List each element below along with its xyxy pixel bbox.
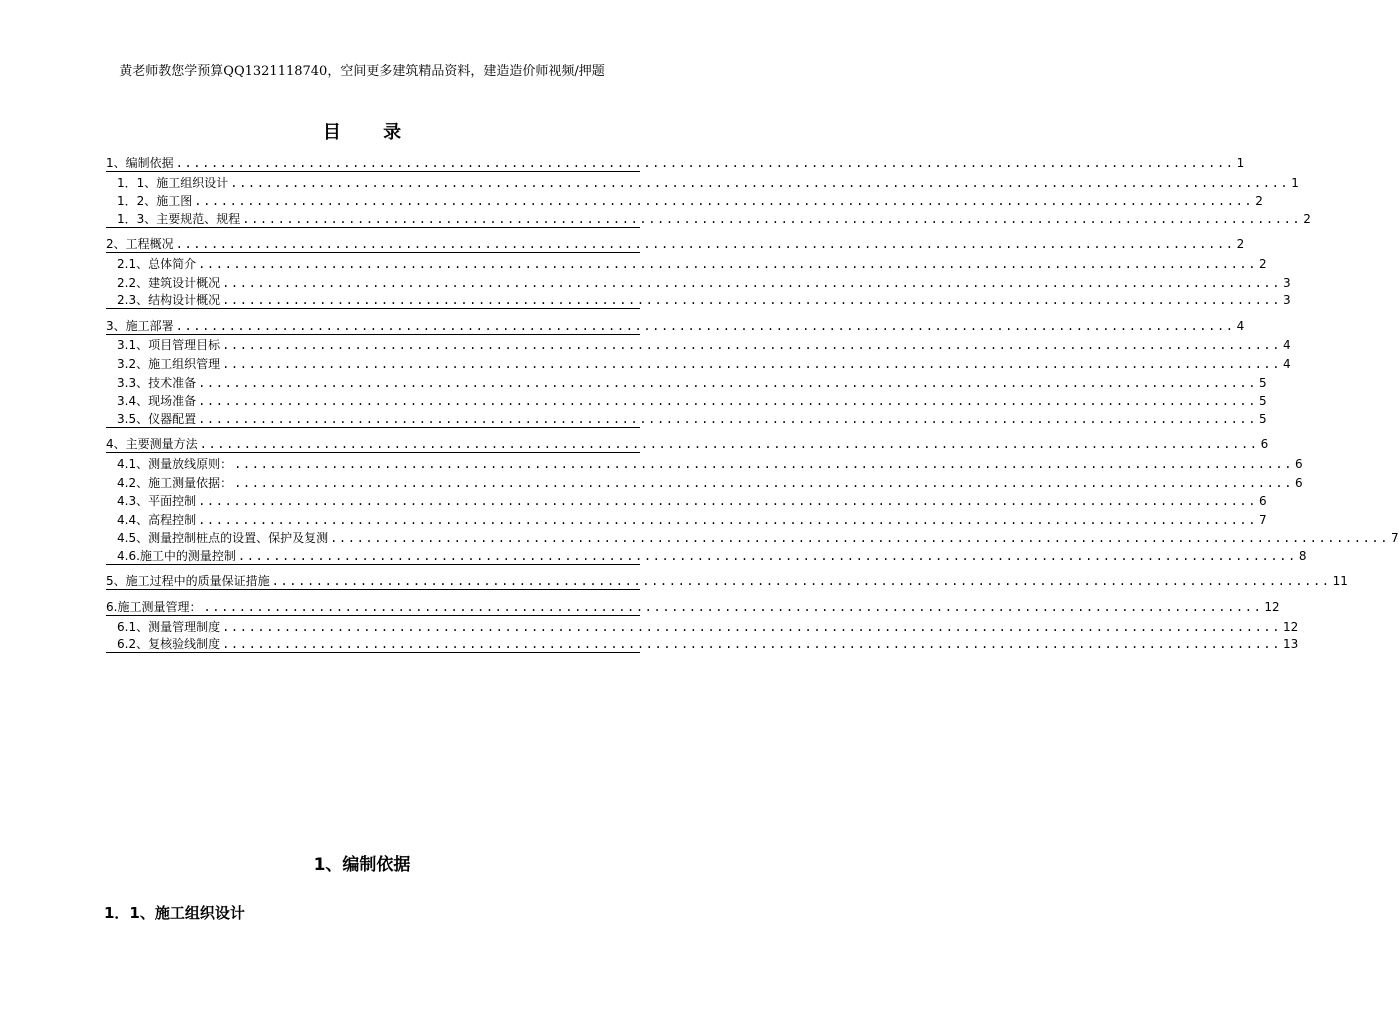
toc-leader-dots: ........................................................................................................................ <box>175 318 1235 333</box>
toc-leader-dots: ........................................................................................................................ <box>230 175 1290 190</box>
toc-entry-label: 3.5、仪器配置 <box>117 411 197 426</box>
toc-entry[interactable] <box>106 619 1299 635</box>
toc-leader-dots: ........................................................................................................................ <box>175 237 1235 252</box>
toc-leader-dots: ........................................................................................................................ <box>198 494 1258 509</box>
toc-entry-page: 6 <box>1295 475 1303 490</box>
toc-entry-label: 2、工程概况 <box>106 237 174 252</box>
toc-entry[interactable] <box>106 637 1299 653</box>
toc-entry[interactable] <box>106 356 1291 372</box>
toc-entry-page: 6 <box>1295 456 1303 471</box>
section-title: 1、编制依据 <box>313 855 411 875</box>
toc-leader-dots: ........................................................................................................................ <box>330 531 1390 546</box>
toc-entry-label: 2.3、结构设计概况 <box>117 293 221 308</box>
toc-entry-page: 4 <box>1283 356 1291 371</box>
toc-leader-dots: ........................................................................................................................ <box>203 600 1263 615</box>
toc-leader-dots: ........................................................................................................................ <box>222 338 1282 353</box>
toc-leader-dots: ........................................................................................................................ <box>175 156 1235 170</box>
toc-entry-page: 11 <box>1332 574 1348 589</box>
toc-entry-page: 4 <box>1236 318 1245 333</box>
toc-entry[interactable] <box>106 256 1267 272</box>
toc-entry-label: 4.1、测量放线原则： <box>117 456 233 471</box>
toc-entry-label: 2.2、建筑设计概况 <box>117 275 221 290</box>
toc-entry-page: 3 <box>1283 275 1291 290</box>
toc-entry-label: 1．2、施工图 <box>117 194 193 209</box>
toc-title: 目 录 <box>322 122 420 143</box>
toc-entry-page: 4 <box>1283 338 1291 353</box>
toc-leader-dots: ........................................................................................................................ <box>198 375 1258 390</box>
toc-entry[interactable] <box>106 393 1267 409</box>
toc-entry-page: 12 <box>1264 600 1280 615</box>
toc-entry[interactable] <box>106 275 1291 291</box>
toc-entry[interactable] <box>106 211 1311 228</box>
toc-entry-page: 2 <box>1255 194 1263 209</box>
toc-entry[interactable] <box>106 237 1245 253</box>
toc-entry-label: 3.1、项目管理目标 <box>117 338 221 353</box>
toc-entry-label: 1．1、施工组织设计 <box>117 175 229 190</box>
toc-leader-dots: ........................................................................................................................ <box>198 411 1258 426</box>
toc-entry[interactable] <box>106 293 1291 309</box>
toc-leader-dots: ........................................................................................................................ <box>194 194 1254 209</box>
toc-entry-label: 4.4、高程控制 <box>117 512 197 527</box>
toc-entry-page: 13 <box>1283 637 1299 652</box>
toc-leader-dots: ........................................................................................................................ <box>237 548 1297 563</box>
toc-entry[interactable] <box>106 512 1267 528</box>
toc-leader-dots: ........................................................................................................................ <box>198 256 1258 271</box>
toc-entry[interactable] <box>106 175 1299 191</box>
toc-leader-dots: ........................................................................................................................ <box>198 512 1258 527</box>
toc-entry-label: 3.3、技术准备 <box>117 375 197 390</box>
toc-entry[interactable] <box>106 437 1269 453</box>
table-of-contents <box>106 156 1399 656</box>
toc-entry[interactable] <box>106 530 1399 546</box>
toc-leader-dots: ........................................................................................................................ <box>222 293 1282 308</box>
toc-leader-dots: ........................................................................................................................ <box>222 619 1282 634</box>
toc-entry-page: 6 <box>1260 437 1269 452</box>
toc-leader-dots: ........................................................................................................................ <box>234 456 1294 471</box>
toc-leader-dots: ........................................................................................................................ <box>234 475 1294 490</box>
toc-entry-label: 2.1、总体简介 <box>117 256 197 271</box>
toc-entry-page: 3 <box>1283 293 1291 308</box>
toc-entry-page: 7 <box>1391 531 1399 546</box>
toc-entry-label: 6.1、测量管理制度 <box>117 619 221 634</box>
toc-entry-label: 4.2、施工测量依据： <box>117 475 233 490</box>
toc-leader-dots: ........................................................................................................................ <box>199 437 1259 452</box>
toc-entry[interactable] <box>106 193 1263 209</box>
toc-entry-label: 3、施工部署 <box>106 318 174 333</box>
toc-entry-page: 7 <box>1259 512 1267 527</box>
toc-entry-label: 4.5、测量控制桩点的设置、保护及复测 <box>117 531 329 546</box>
toc-entry[interactable] <box>106 600 1280 616</box>
toc-leader-dots: ........................................................................................................................ <box>271 574 1331 589</box>
toc-entry[interactable] <box>106 574 1348 590</box>
toc-entry-label: 6.2、复核验线制度 <box>117 637 221 652</box>
toc-entry-page: 8 <box>1298 548 1307 563</box>
toc-leader-dots: ........................................................................................................................ <box>242 211 1302 226</box>
toc-entry-page: 2 <box>1303 211 1311 226</box>
toc-entry-label: 1．3、主要规范、规程 <box>117 211 241 226</box>
toc-entry-label: 4.3、平面控制 <box>117 494 197 509</box>
toc-entry[interactable] <box>106 475 1303 491</box>
toc-leader-dots: ........................................................................................................................ <box>222 356 1282 371</box>
toc-entry[interactable] <box>106 548 1307 565</box>
toc-entry[interactable] <box>106 411 1267 428</box>
toc-entry[interactable] <box>106 493 1267 509</box>
toc-entry[interactable] <box>106 337 1291 353</box>
toc-entry-label: 5、施工过程中的质量保证措施 <box>106 574 270 589</box>
toc-leader-dots: ........................................................................................................................ <box>222 637 1282 652</box>
toc-entry-label: 3.4、现场准备 <box>117 394 197 409</box>
toc-entry[interactable] <box>106 375 1267 391</box>
toc-entry-page: 2 <box>1236 237 1245 252</box>
toc-entry-label: 3.2、施工组织管理 <box>117 356 221 371</box>
toc-entry-label: 4、主要测量方法 <box>106 437 198 452</box>
page-header: 黄老师教您学预算QQ1321118740，空间更多建筑精品资料，建造造价师视频/押题 <box>119 64 605 79</box>
toc-entry-label: 4.6.施工中的测量控制 <box>117 548 236 563</box>
toc-entry-page: 1 <box>1236 156 1245 170</box>
toc-entry-page: 12 <box>1283 619 1299 634</box>
toc-entry-page: 6 <box>1259 494 1267 509</box>
toc-entry[interactable] <box>106 456 1303 472</box>
toc-entry-page: 5 <box>1259 375 1267 390</box>
toc-entry-page: 5 <box>1259 394 1267 409</box>
subsection-title: 1．1、施工组织设计 <box>104 904 245 922</box>
toc-leader-dots: ........................................................................................................................ <box>222 275 1282 290</box>
toc-entry-label: 1、编制依据 <box>106 156 174 170</box>
toc-entry-page: 2 <box>1259 256 1267 271</box>
toc-entry-page: 1 <box>1291 175 1299 190</box>
toc-entry[interactable] <box>106 156 1245 172</box>
toc-leader-dots: ........................................................................................................................ <box>198 394 1258 409</box>
toc-entry-page: 5 <box>1259 411 1267 426</box>
toc-entry-label: 6.施工测量管理： <box>106 600 202 615</box>
toc-entry[interactable] <box>106 318 1245 335</box>
